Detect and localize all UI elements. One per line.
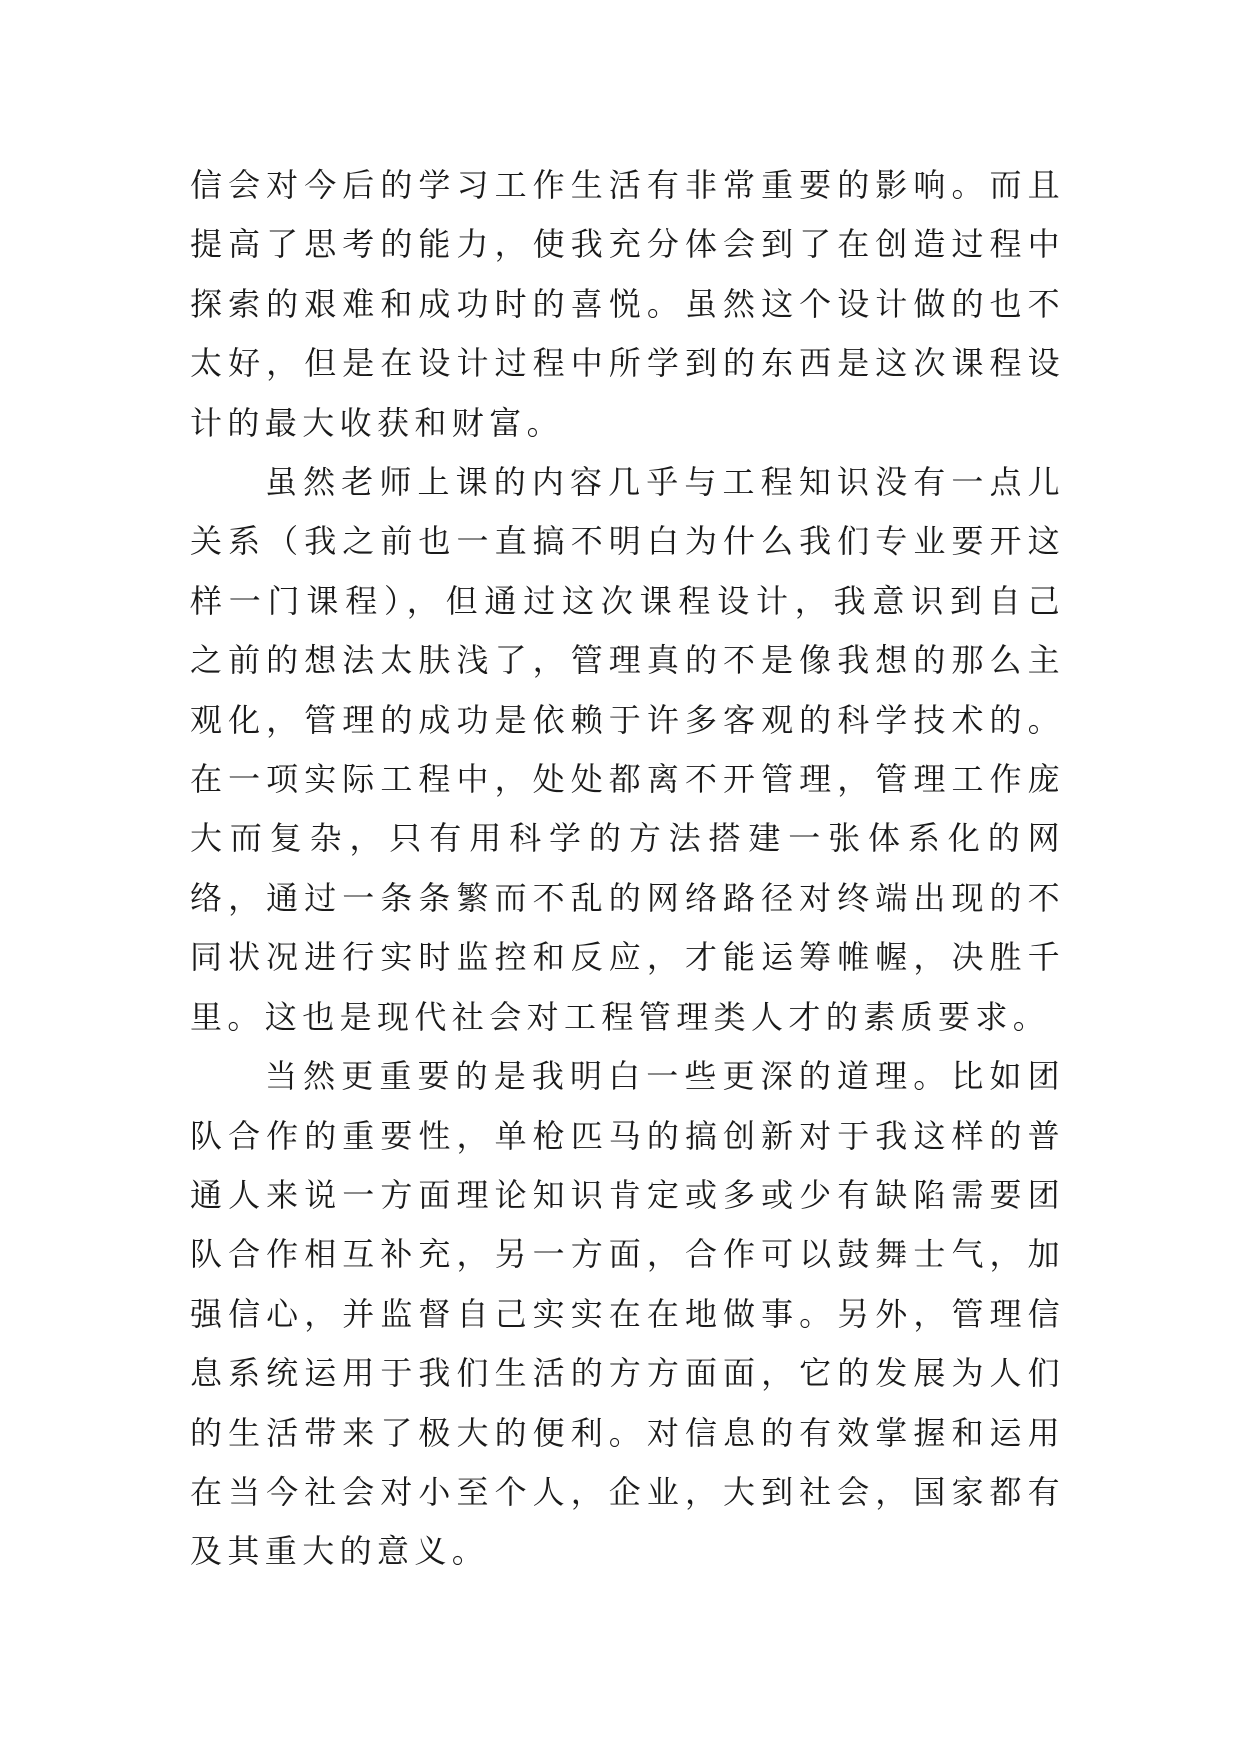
paragraph-2: 虽然老师上课的内容几乎与工程知识没有一点儿关系（我之前也一直搞不明白为什么我们专业要开这样一门课程），但通过这次课程设计，我意识到自己之前的想法太肤浅了，管理真的不是像我想的那么主观化，管理的成功是依赖于许多客观的科学技术的。在一项实际工程中，处处都离不开管理，管理工作庞大而复杂，只有用科学的方法搭建一张体系化的网络，通过一条条繁而不乱的网络路径对终端出现的不同状况进行实时监控和反应，才能运筹帷幄，决胜千里。这也是现代社会对工程管理类人才的素质要求。 <box>190 463 1065 1036</box>
paragraph-3: 当然更重要的是我明白一些更深的道理。比如团队合作的重要性，单枪匹马的搞创新对于我这样的普通人来说一方面理论知识肯定或多或少有缺陷需要团队合作相互补充，另一方面，合作可以鼓舞士气，加强信心，并监督自己实实在在地做事。另外，管理信息系统运用于我们生活的方方面面，它的发展为人们的生活带来了极大的便利。对信息的有效掌握和运用在当今社会对小至个人，企业，大到社会，国家都有及其重大的意义。 <box>190 1057 1065 1571</box>
paragraph-1: 信会对今后的学习工作生活有非常重要的影响。而且提高了思考的能力，使我充分体会到了在创造过程中探索的艰难和成功时的喜悦。虽然这个设计做的也不太好，但是在设计过程中所学到的东西是这次课程设计的最大收获和财富。 <box>190 166 1065 442</box>
body-text <box>190 156 1065 1582</box>
